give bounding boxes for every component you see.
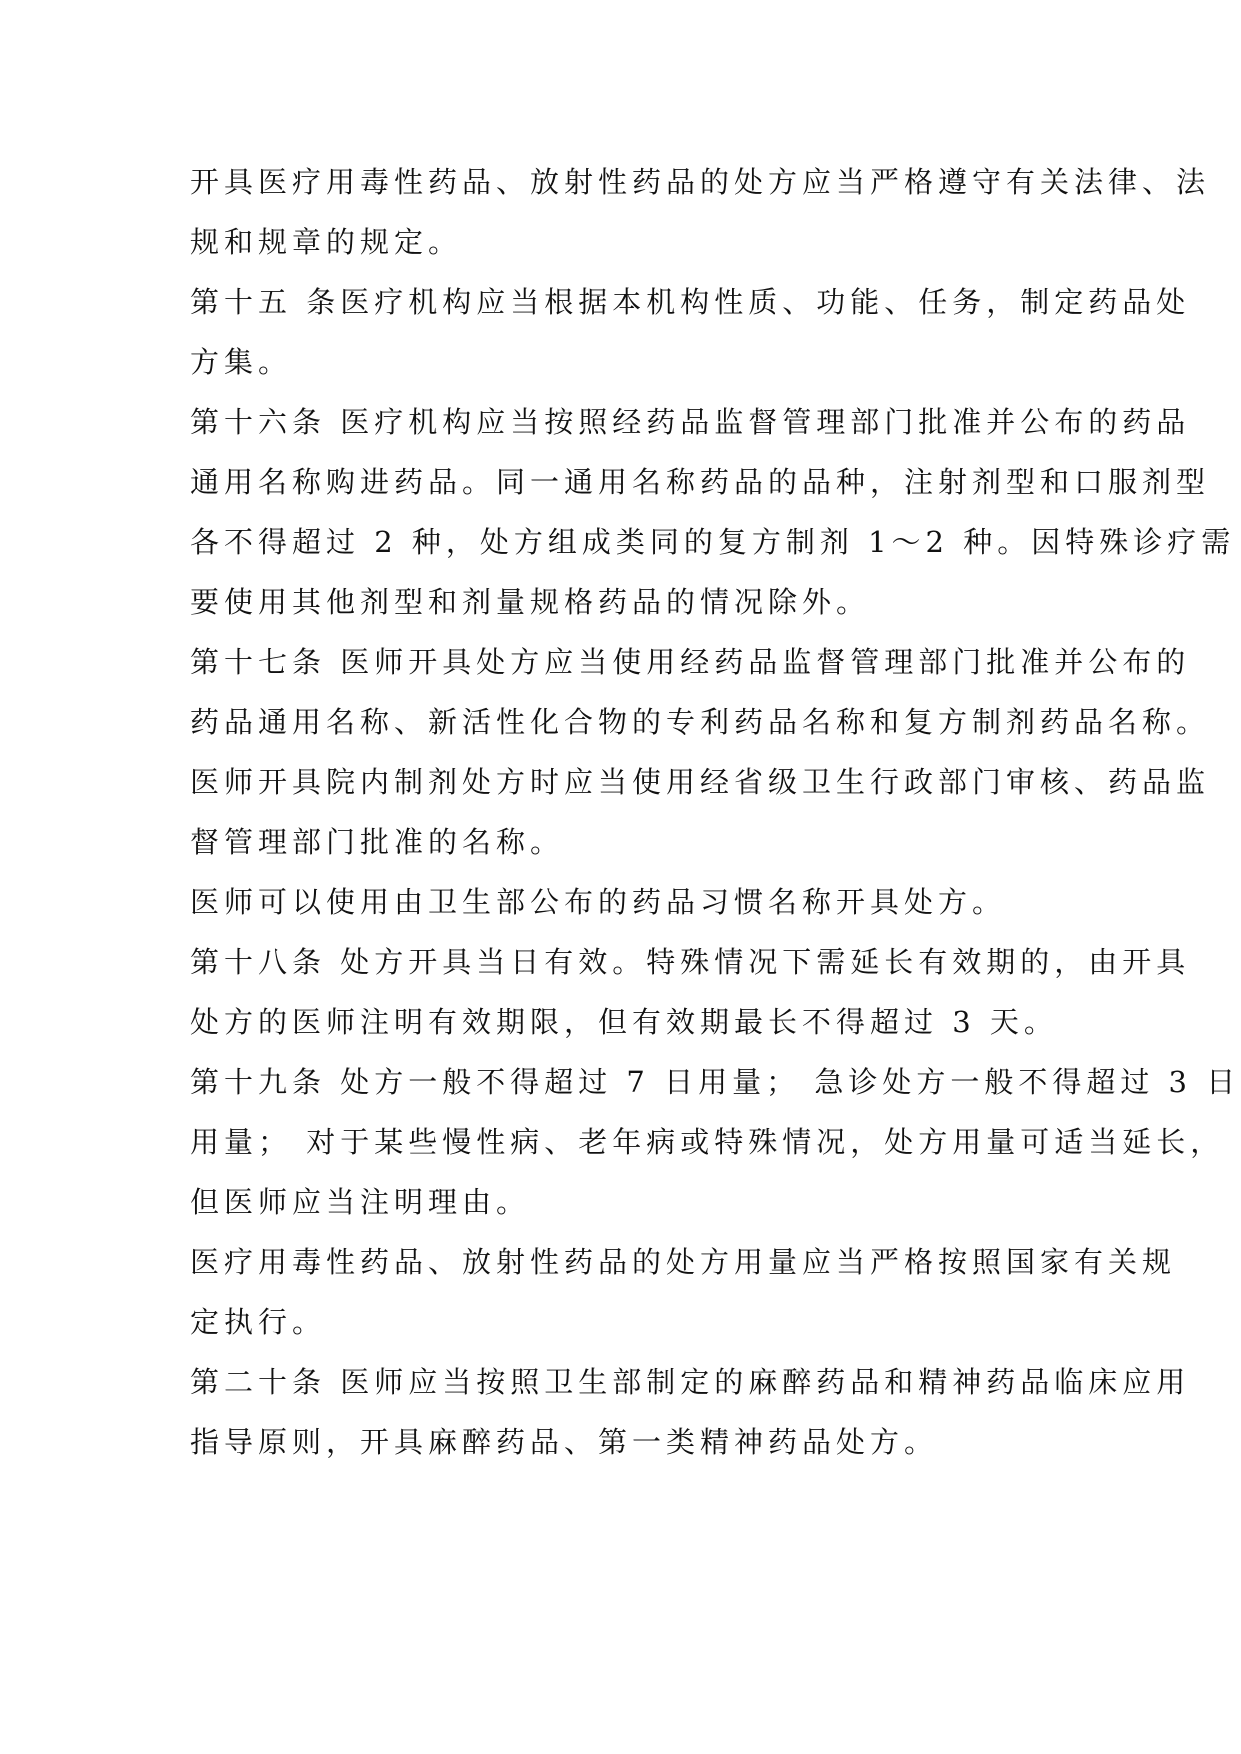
- text-line: 第二十条 医师应当按照卫生部制定的麻醉药品和精神药品临床应用: [190, 1365, 1191, 1399]
- text-line: 开具医疗用毒性药品、放射性药品的处方应当严格遵守有关法律、法: [190, 165, 1211, 199]
- text-line: 指导原则，开具麻醉药品、第一类精神药品处方。: [190, 1425, 939, 1459]
- text-line: 第十九条 处方一般不得超过 7 日用量； 急诊处方一般不得超过 3 日: [190, 1065, 1241, 1099]
- text-line: 第十五 条医疗机构应当根据本机构性质、功能、任务，制定药品处: [190, 285, 1191, 319]
- text-line: 要使用其他剂型和剂量规格药品的情况除外。: [190, 585, 871, 619]
- text-line: 各不得超过 2 种，处方组成类同的复方制剂 1～2 种。因特殊诊疗需: [190, 525, 1236, 559]
- document-body: [190, 152, 1241, 1472]
- text-line: 但医师应当注明理由。: [190, 1185, 531, 1219]
- text-line: 规和规章的规定。: [190, 225, 463, 259]
- text-line: 医师开具院内制剂处方时应当使用经省级卫生行政部门审核、药品监: [190, 765, 1211, 799]
- text-line: 医疗用毒性药品、放射性药品的处方用量应当严格按照国家有关规: [190, 1245, 1177, 1279]
- text-line: 督管理部门批准的名称。: [190, 825, 565, 859]
- text-line: 第十七条 医师开具处方应当使用经药品监督管理部门批准并公布的: [190, 645, 1191, 679]
- text-line: 第十八条 处方开具当日有效。特殊情况下需延长有效期的，由开具: [190, 945, 1191, 979]
- text-line: 方集。: [190, 345, 293, 379]
- text-line: 医师可以使用由卫生部公布的药品习惯名称开具处方。: [190, 885, 1007, 919]
- text-line: 第十六条 医疗机构应当按照经药品监督管理部门批准并公布的药品: [190, 405, 1191, 439]
- text-line: 用量； 对于某些慢性病、老年病或特殊情况，处方用量可适当延长，: [190, 1125, 1225, 1159]
- text-line: 药品通用名称、新活性化合物的专利药品名称和复方制剂药品名称。: [190, 705, 1211, 739]
- text-line: 通用名称购进药品。同一通用名称药品的品种，注射剂型和口服剂型: [190, 465, 1211, 499]
- text-line: 处方的医师注明有效期限，但有效期最长不得超过 3 天。: [190, 1005, 1058, 1039]
- text-line: 定执行。: [190, 1305, 327, 1339]
